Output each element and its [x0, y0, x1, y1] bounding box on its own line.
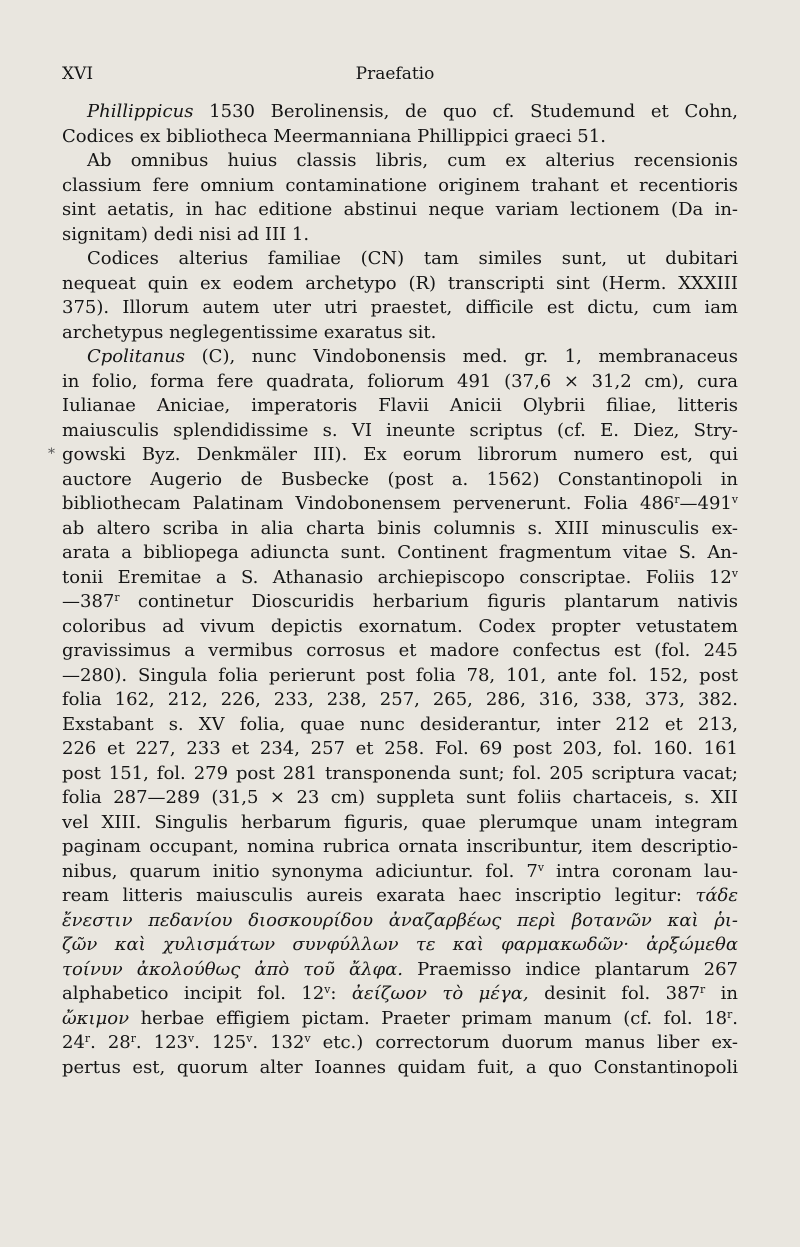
superscript: v [246, 1032, 253, 1046]
text-run: classium fere omnium contaminatione originem trahant et recentioris [62, 174, 738, 196]
text-run: continetur Dioscuridis herbarium figuris plantarum nativis [119, 591, 738, 612]
superscript: r [700, 983, 706, 997]
text-line [62, 566, 738, 591]
text-run: maiusculis splendidissime s. VI ineunte scriptus (cf. E. Diez, Stry- [62, 419, 738, 441]
text-line [62, 688, 738, 713]
text-run: desinit fol. 387 [528, 983, 701, 1004]
text-line [62, 321, 738, 346]
text-line [62, 468, 738, 493]
text-run: 226 et 227, 233 et 234, 257 et 258. Fol. 69 post 203, fol. 160. 161 [62, 738, 738, 759]
superscript: v [324, 983, 331, 997]
superscript: v [304, 1032, 311, 1046]
text-run: sint aetatis, in hac editione abstinui neque variam lectionem (Da in- [62, 199, 738, 220]
italic-run: ὤκιμον [62, 1007, 130, 1029]
text-run: coloribus ad vivum depictis exornatum. Codex propter vetustatem [62, 615, 738, 637]
text-line [62, 860, 738, 885]
text-line [62, 492, 738, 517]
text-line [62, 296, 738, 321]
text-line [62, 100, 738, 125]
text-line [62, 370, 738, 395]
text-run: : [330, 983, 352, 1004]
text-line [62, 345, 738, 370]
text-line [62, 835, 738, 860]
superscript: r [674, 493, 680, 507]
italic-run: ζῶν καὶ χυλισμάτων συνφύλλων τε καὶ φαρμακωδῶν· ἀρξώμεθα [62, 934, 738, 955]
text-run: . 132 [252, 1032, 305, 1053]
text-line [62, 125, 738, 150]
text-run: Praemisso indice plantarum 267 [403, 958, 738, 980]
text-line [62, 394, 738, 419]
superscript: v [188, 1032, 195, 1046]
text-line [62, 713, 738, 738]
text-run: . 125 [194, 1032, 247, 1053]
text-line [62, 174, 738, 199]
text-run: pertus est, quorum alter Ioannes quidam fuit, a quo Constantinopoli [62, 1056, 738, 1078]
text-line [62, 1031, 738, 1056]
text-run: vel XIII. Singulis herbarum figuris, quae plerumque unam integram [62, 811, 738, 833]
text-line [62, 198, 738, 223]
text-line [62, 149, 738, 174]
text-run: nequeat quin ex eodem archetypo (R) transcripti sint (Herm. XXXIII [62, 272, 738, 294]
text-line [62, 1056, 738, 1081]
text-run: nibus, quarum initio synonyma adiciuntur. fol. 7 [62, 860, 538, 882]
text-run: in [705, 983, 738, 1004]
text-line [62, 762, 738, 787]
superscript: v [731, 566, 738, 580]
text-run: bibliothecam Palatinam Vindobonensem pervenerunt. Folia 486 [62, 493, 675, 514]
italic-run: ἔνεστιν πεδανίου διοσκουρίδου ἀναζαρβέως περὶ βοτανῶν καὶ ῥι- [62, 909, 738, 931]
text-line [62, 737, 738, 762]
text-line [62, 884, 738, 909]
text-run: Codices alterius familiae (CN) tam similes sunt, ut dubitari [87, 248, 738, 269]
text-run: paginam occupant, nomina rubrica ornata inscribuntur, item descriptio- [62, 836, 738, 857]
text-line [62, 811, 738, 836]
superscript: r [130, 1032, 136, 1046]
text-run: gowski Byz. Denkmäler III). Ex eorum librorum numero est, qui [62, 444, 738, 465]
text-line [62, 786, 738, 811]
text-run: . 123 [135, 1032, 189, 1053]
text-run: —280). Singula folia perierunt post folia 78, 101, ante fol. 152, post [62, 664, 738, 686]
text-run: gravissimus a vermibus corrosus et madore confectus est (fol. 245 [62, 640, 738, 661]
text-run: Ab omnibus huius classis libris, cum ex alterius recensionis [87, 150, 738, 171]
text-line [62, 639, 738, 664]
text-line [62, 223, 738, 248]
text-run: folia 287—289 (31,5 × 23 cm) suppleta sunt foliis chartaceis, s. XII [62, 787, 738, 808]
text-run: 24 [62, 1032, 85, 1053]
text-line [62, 272, 738, 297]
text-line [62, 590, 738, 615]
text-run: folia 162, 212, 226, 233, 238, 257, 265, 286, 316, 338, 373, 382. [62, 689, 738, 710]
text-run: (C), nunc Vindobonensis med. gr. 1, membranaceus [185, 346, 738, 367]
text-run: ab altero scriba in alia charta binis columnis s. XIII minusculis ex- [62, 517, 738, 539]
text-line [62, 517, 738, 542]
text-line [62, 247, 738, 272]
text-line [62, 958, 738, 983]
superscript: r [84, 1032, 91, 1046]
text-run: archetypus neglegentissime exaratus sit. [62, 321, 437, 343]
text-run: herbae effigiem pictam. Praeter primam manum (cf. fol. 18 [129, 1007, 728, 1029]
running-title: Praefatio [355, 64, 435, 84]
text-run: arata a bibliopega adiuncta sunt. Continent fragmentum vitae S. An- [62, 542, 738, 563]
text-run: Codices ex bibliotheca Meermanniana Phillippici graeci 51. [62, 125, 606, 147]
text-run: . [732, 1007, 738, 1029]
text-line [62, 443, 738, 468]
italic-run: ἀείζωον τὸ μέγα, [351, 983, 529, 1004]
superscript: r [114, 591, 120, 605]
text-run: 1530 Berolinensis, de quo cf. Studemund et Cohn, [193, 101, 738, 122]
superscript: v [731, 493, 738, 507]
text-run: alphabetico incipit fol. 12 [62, 983, 325, 1004]
text-run: etc.) correctorum duorum manus liber ex- [310, 1032, 738, 1053]
text-run: 375). Illorum autem uter utri praestet, difficile est dictu, cum iam [62, 297, 738, 318]
text-line [62, 664, 738, 689]
italic-run: Cpolitanus [87, 346, 186, 367]
text-run: ream litteris maiusculis aureis exarata haec inscriptio legitur: [62, 885, 696, 906]
preface-text [62, 100, 738, 1080]
text-line [62, 419, 738, 444]
text-run: intra coronam lau- [543, 860, 738, 882]
page-number: XVI [62, 64, 94, 84]
text-line [62, 541, 738, 566]
text-line [62, 615, 738, 640]
text-run: . 28 [90, 1032, 131, 1053]
superscript: r [727, 1007, 733, 1021]
superscript: v [537, 860, 544, 874]
running-head [62, 64, 728, 86]
text-run: Iulianae Aniciae, imperatoris Flavii Anicii Olybrii filiae, litteris [62, 395, 738, 416]
italic-run: Phillippicus [87, 101, 194, 122]
text-run: post 151, fol. 279 post 281 transponenda sunt; fol. 205 scriptura vacat; [62, 762, 738, 784]
margin-mark: * [48, 446, 55, 462]
italic-run: τάδε [695, 885, 738, 906]
text-run: —491 [679, 493, 732, 514]
text-line [62, 982, 738, 1007]
text-line [62, 909, 738, 934]
text-run: Exstabant s. XV folia, quae nunc desiderantur, inter 212 et 213, [62, 713, 738, 735]
text-line [62, 933, 738, 958]
text-run: auctore Augerio de Busbecke (post a. 1562) Constantinopoli in [62, 468, 738, 490]
text-run: —387 [62, 591, 115, 612]
text-line [62, 1007, 738, 1032]
text-run: tonii Eremitae a S. Athanasio archiepiscopo conscriptae. Foliis 12 [62, 566, 732, 588]
italic-run: τοίνυν ἀκολούθως ἀπὸ τοῦ ἄλφα. [62, 958, 404, 980]
text-run: in folio, forma fere quadrata, foliorum 491 (37,6 × 31,2 cm), cura [62, 370, 738, 392]
text-run: signitam) dedi nisi ad III 1. [62, 223, 310, 245]
